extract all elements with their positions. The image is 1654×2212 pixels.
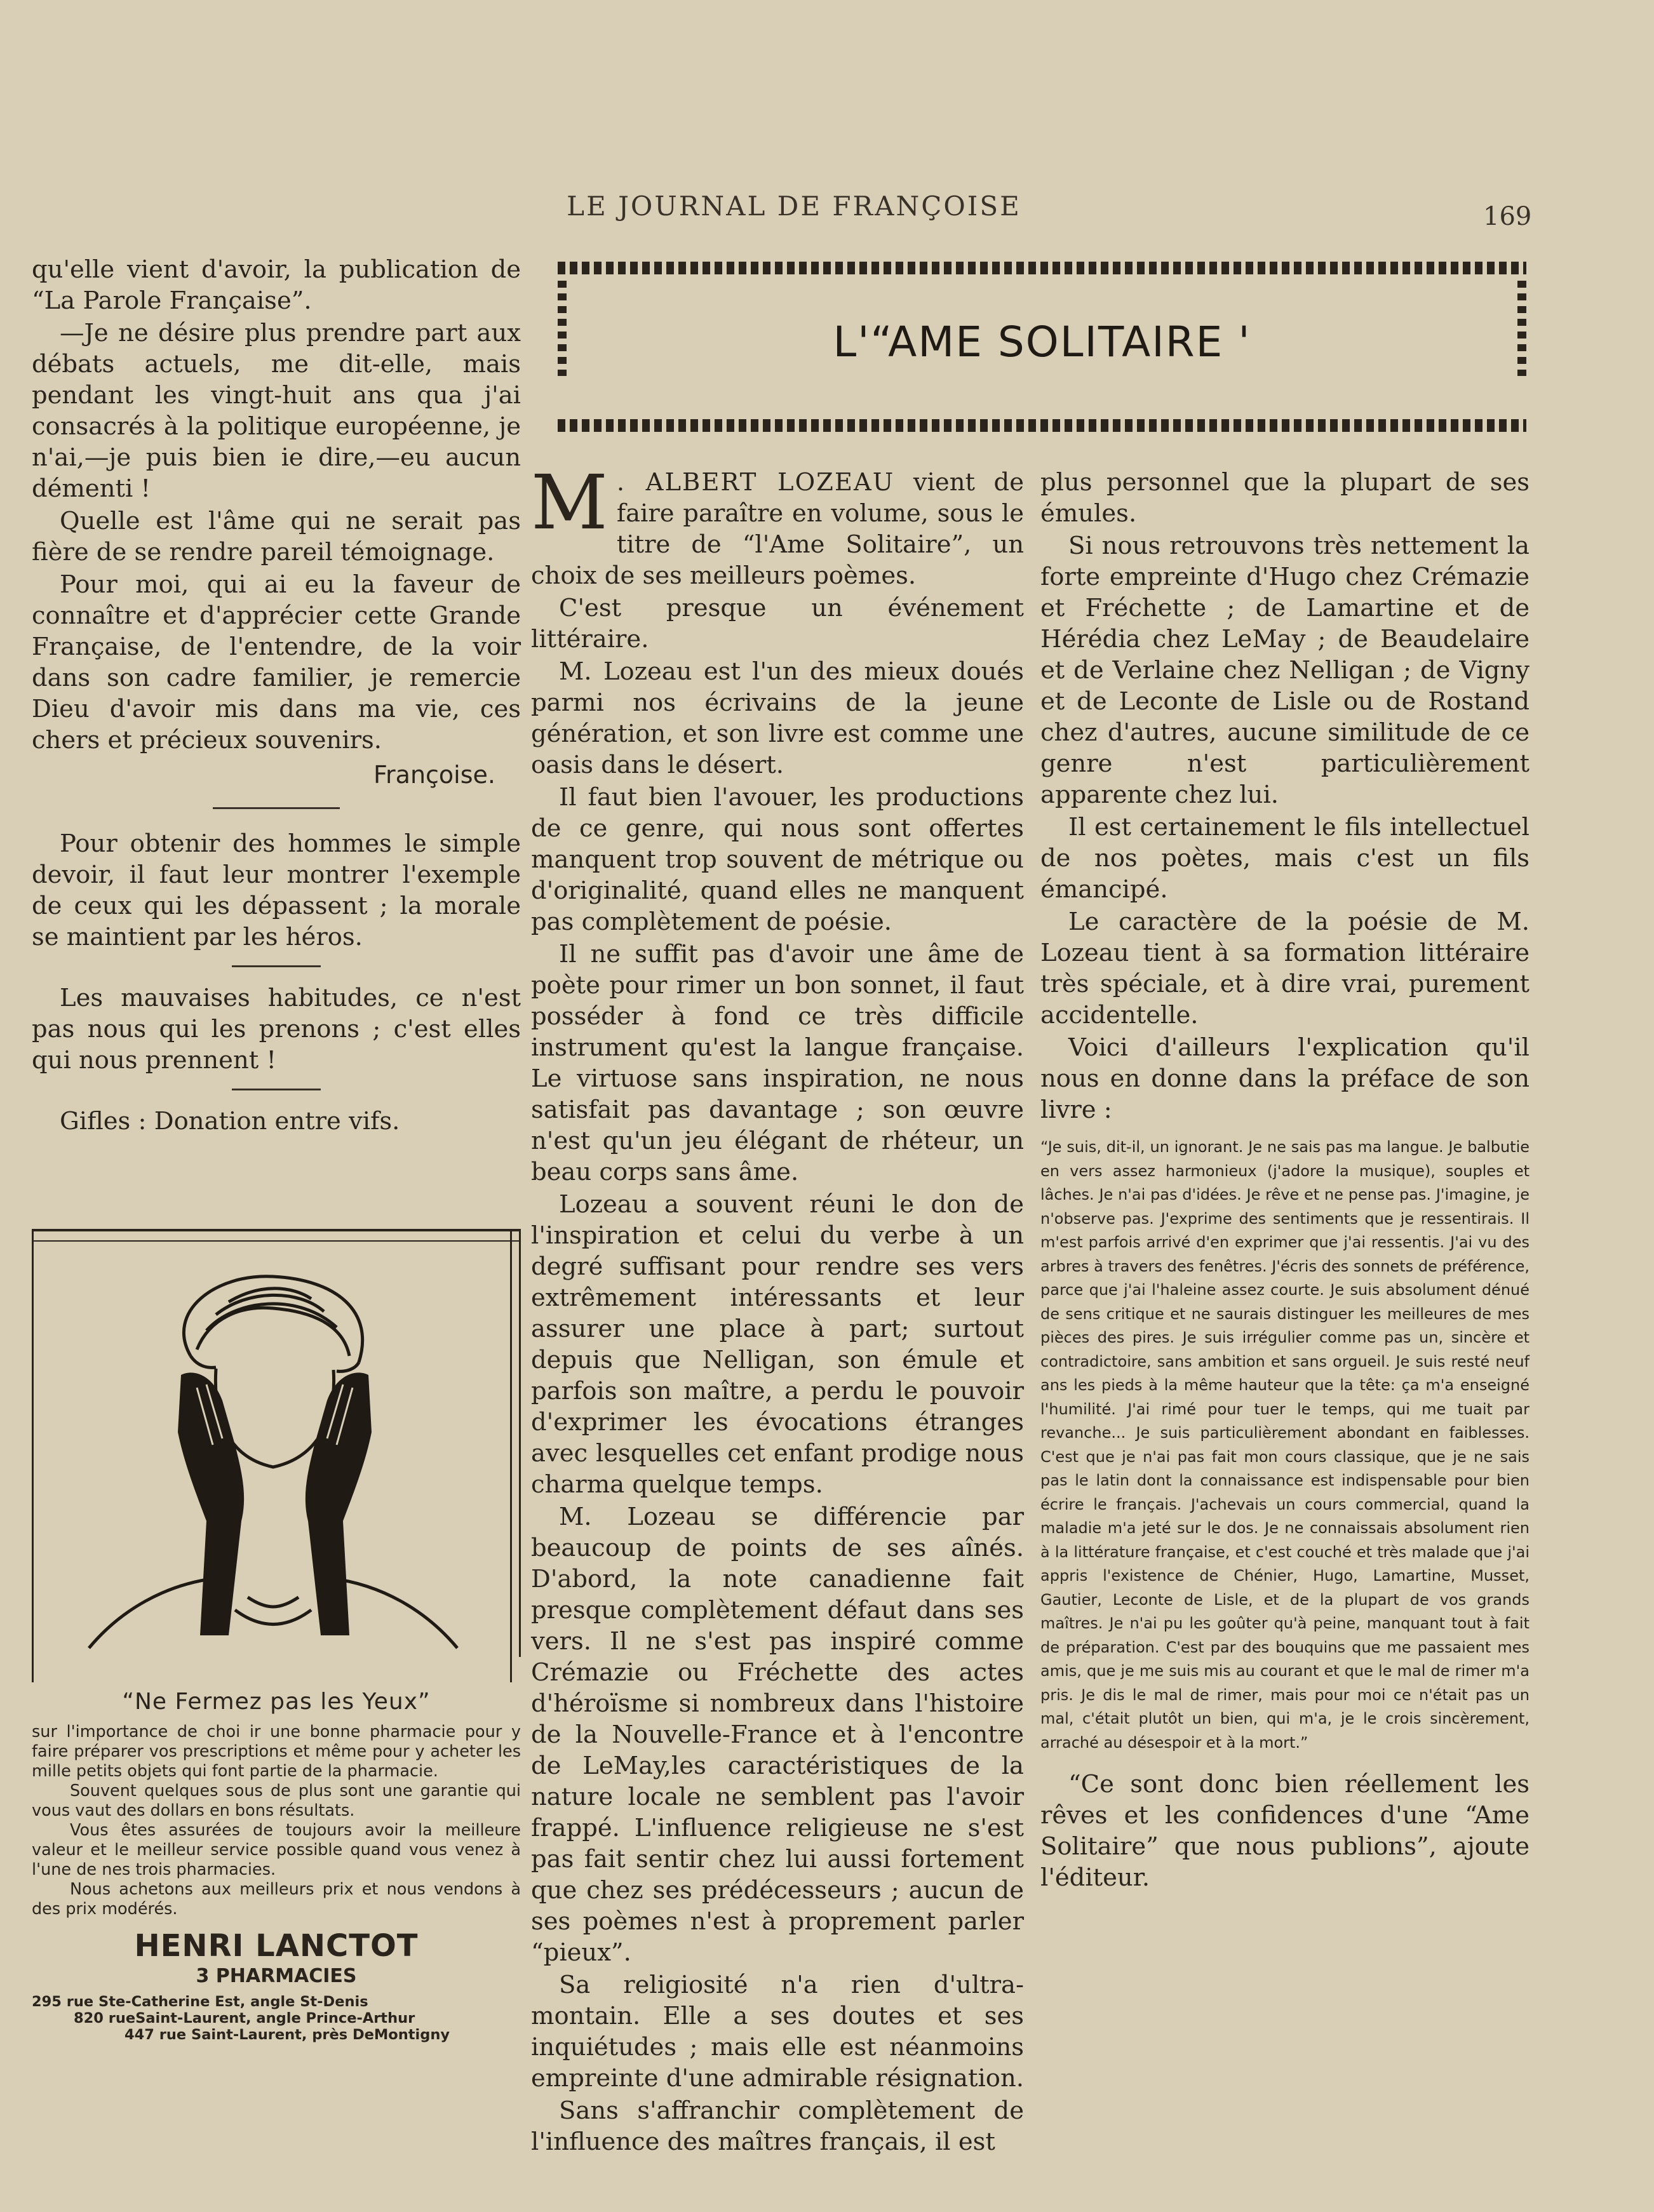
paragraph: Il est certainement le fils intellectuel de nos poètes, mais c'est un fils émancipé. [1040,813,1530,904]
divider [213,807,340,809]
ad-address: 447 rue Saint-Laurent, près DeMontigny [124,2027,450,2043]
ad-subtitle: 3 PHARMACIES [196,1965,357,1987]
paragraph: qu'elle vient d'avoir, la publication de “La Parole Française”. [32,255,521,315]
maxim: Gifles : Donation entre vifs. [60,1107,400,1136]
paragraph: plus personnel que la plupart de ses émules. [1040,468,1530,528]
signature: Françoise. [373,761,495,789]
paragraph: Voici d'ailleurs l'explication qu'il nous en donne dans la préface de son livre : [1040,1033,1530,1124]
woman-covering-eyes-illustration [70,1254,476,1673]
maxim: Les mauvaises habitudes, ce n'est pas nous qui les prenons ; c'est elles qui nous prennent ! [32,984,521,1075]
lead-paragraph [531,459,1024,591]
paragraph: Il faut bien l'avouer, les productions de ce genre, qui nous sont offertes manquent trop souvent de métrique ou d'originalité, quand elles ne manquent pas complètement de poésie. [531,783,1024,936]
ad-paragraph: sur l'importance de choi ir une bonne pharmacie pour y faire préparer vos prescriptions et même pour y acheter les mille petits objets qui font partie de la pharmacie. [32,1722,521,1781]
pharmacy-advertisement [32,1229,521,2043]
closing-paragraph: “Ce sont donc bien réellement les rêves et les confidences d'une “Ame Solitaire” que nous publions”, ajoute l'éditeur. [1040,1770,1530,1892]
drop-cap: M [531,459,608,546]
article-title-box [558,262,1526,432]
ad-address: 295 rue Ste-Catherine Est, angle St-Denis [32,1994,368,2010]
paragraph: Sa religiosité n'a rien d'ultra-montain. Elle a ses doutes et ses inquiétudes ; mais elle est néanmoins empreinte d'une admirable résignation. [531,1971,1024,2093]
paragraph: M. Lozeau est l'un des mieux doués parmi nos écrivains de la jeune génération, et son livre est comme une oasis dans le désert. [531,657,1024,779]
ad-addresses [32,1994,521,2043]
ad-pharmacist-name: HENRI LANCTOT [134,1928,419,1964]
preface-quote: “Je suis, dit-il, un ignorant. Je ne sais pas ma langue. Je balbutie en vers assez harmonieux (j'adore la musique), souples et lâches. Je n'ai pas d'idées. Je rêve et ne pense pas. J'imagine, je n'observe pas. J'exprime des sentiments que je ressentirais. Il m'est parfois arrivé d'en exprimer que j'ai ressentis. J'ai vu des arbres à travers des fenêtres. J'écris des sonnets de préférence, parce que j'ai l'haleine assez courte. Je suis absolument dénué de sens critique et ne saurais distinguer les meilleures de mes pièces des pires. Je suis irrégulier comme pas un, sincère et contradictoire, sans ambition et sans orgueil. Je suis resté neuf ans les pieds à la même hauteur que la tête: ça m'a enseigné l'humilité. J'ai rimé pour tuer le temps, qui me tuait par revanche... Je suis particulièrement abondant en faiblesses. C'est que je n'ai pas fait mon cours classique, que je ne sais pas le latin dont la connaissance est indispensable pour bien écrire le français. J'achevais un cours commercial, quand la maladie m'a jeté sur le dos. Je ne connaissais absolument rien à la littérature française, et c'est couché et très malade que j'ai appris l'existence de Chénier, Hugo, Lamartine, Musset, Gautier, Leconte de Lisle, et de la plupart de vos grands maîtres. Je n'ai pu les goûter qu'à peine, manquant tout à fait de préparation. C'est par des bouquins que me passaient mes amis, que je me suis mis au courant et que le mal de rimer m'a pris. Je dis le mal de rimer, mais pour moi ce n'était pas un mal, c'était plutôt un bien, qui m'a, je le crois sincèrement, arraché au désespoir et à la mort.” [1040,1138,1530,1752]
paragraph: —Je ne désire plus prendre part aux débats actuels, me dit-elle, mais pendant les vingt-huit ans qua j'ai consacrés à la politique européenne, je n'ai,—je puis bien ie dire,—eu aucun démenti ! [32,319,521,503]
paragraph: Sans s'affranchir complètement de l'influence des maîtres français, il est [531,2096,1024,2156]
paragraph: Le caractère de la poésie de M. Lozeau tient à sa formation littéraire très spéciale, et à dire vrai, purement accidentelle. [1040,908,1530,1029]
article-title: L'“AME SOLITAIRE ' [833,318,1251,366]
ad-paragraph: Souvent quelques sous de plus sont une garantie qui vous vaut des dollars en bons résultats. [32,1781,521,1820]
divider [232,965,321,967]
divider [232,1089,321,1090]
paragraph: Pour moi, qui ai eu la faveur de connaître et d'apprécier cette Grande Française, de l'entendre, de la voir dans son cadre familier, je remercie Dieu d'avoir mis dans ma vie, ces chers et précieux souvenirs. [32,570,521,754]
ad-paragraph: Vous êtes assurées de toujours avoir la meilleure valeur et le meilleur service possible quand vous venez à l'une de nes trois pharmacies. [32,1821,521,1879]
ornamental-border [558,419,1526,432]
article-column-2 [1040,467,1530,1894]
article-column-1 [531,459,1024,2159]
lead-name: . ALBERT LOZEAU [616,468,895,497]
paragraph: C'est presque un événement littéraire. [531,594,1024,654]
ad-caption: “Ne Fermez pas les Yeux” [122,1689,431,1715]
ad-address: 820 rueSaint-Laurent, angle Prince-Arthur [74,2010,415,2027]
ad-paragraph: Nous achetons aux meilleurs prix et nous vendons à des prix modérés. [32,1880,521,1919]
running-header: LE JOURNAL DE FRANÇOISE [567,191,1021,222]
ad-illustration-frame [32,1229,521,1682]
page-number: 169 [1483,202,1532,231]
paragraph: Quelle est l'âme qui ne serait pas fière de se rendre pareil témoignage. [32,507,521,566]
paragraph: Si nous retrouvons très nettement la forte empreinte d'Hugo chez Crémazie et Fréchette ; de Lamartine et de Hérédia chez LeMay ; de Beaudelaire et de Verlaine chez Nelligan ; de Vigny et de Leconte de Lisle ou de Rostand chez d'autres, aucune similitude de ce genre n'est particulièrement apparente chez lui. [1040,532,1530,809]
maxim: Pour obtenir des hommes le simple devoir, il faut leur montrer l'exemple de ceux qui les dépassent ; la morale se maintient par les héros. [32,829,521,951]
paragraph: M. Lozeau se différencie par beaucoup de points de ses aînés. D'abord, la note canadienne fait presque complètement défaut dans ses vers. Il ne s'est pas inspiré comme Crémazie ou Fréchette des actes d'héroïsme si nombreux dans l'histoire de la Nouvelle-France et à l'encontre de LeMay,les caractéristiques de la nature locale ne semblent pas l'avoir frappé. L'influence religieuse ne s'est pas fait sentir chez lui aussi fortement que chez ses prédécesseurs ; aucun de ses poèmes n'est à proprement parler “pieux”. [531,1503,1024,1967]
lead-text: vient de faire paraître en volume, sous le titre de “l'Ame Solitaire”, un choix de ses meilleurs poèmes. [531,468,1024,590]
paragraph: Lozeau a souvent réuni le don de l'inspiration et celui du verbe à un degré suffisant pour rendre ses vers extrêmement intéressants et leur assurer une place à part; surtout depuis que Nelligan, son émule et parfois son maître, a perdu le pouvoir d'exprimer les évocations étranges avec lesquelles cet enfant prodige nous charma quelque temps. [531,1190,1024,1499]
ad-body [32,1722,521,1919]
ornamental-border [558,262,1526,274]
left-column [32,254,521,1138]
paragraph: Il ne suffit pas d'avoir une âme de poète pour rimer un bon sonnet, il faut posséder à fond ce très difficile instrument qu'est la langue française. Le virtuose sans inspiration, ne nous satisfait pas davantage ; son œuvre n'est qu'un jeu élégant de rhéteur, un beau corps sans âme. [531,940,1024,1186]
